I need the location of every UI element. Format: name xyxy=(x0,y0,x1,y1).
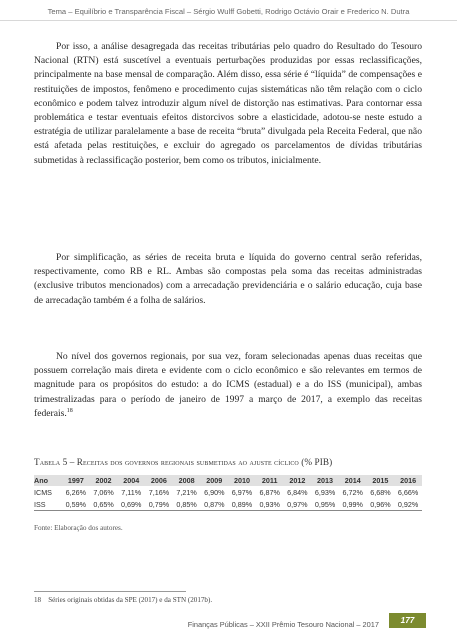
table-row-icms xyxy=(34,486,422,498)
paragraph-3-text: No nível dos governos regionais, por sua vez, foram selecionadas apenas duas receitas que possuem correlação mais direta e evidente com o ciclo econômico e são relevantes em termos de magnitude para os propósitos do estudo: a do ICMS (estadual) e a do ISS (municipal), ambas trimestralizadas para o período de janeiro de 1997 a março de 2017, a exemplo das receitas federais. xyxy=(34,351,422,419)
table-cell: 7,21% xyxy=(176,488,197,497)
table-cell: 0,79% xyxy=(145,498,173,511)
table-header-cell: 2002 xyxy=(95,476,112,485)
footnote-divider xyxy=(34,591,186,592)
table-header-cell: 2013 xyxy=(317,476,334,485)
page-footer: Finanças Públicas – XXII Prêmio Tesouro Nacional – 2017 xyxy=(187,620,379,629)
footnote-number: 18 xyxy=(34,596,42,604)
table-source: Fonte: Elaboração dos autores. xyxy=(34,524,123,532)
table-cell: 7,06% xyxy=(93,488,114,497)
paragraph-2: Por simplificação, as séries de receita bruta e líquida do governo central serão referidas, respectivamente, como RB e RL. Ambas são compostas pela soma das receitas administradas (exclusive tributos mencionados) com a arrecadação previdenciária e o salário educação, cuja base de arrecadação também é a folha de salários. xyxy=(34,252,422,306)
table-cell: 0,85% xyxy=(173,498,201,511)
table-header-cell: Ano xyxy=(34,476,48,485)
table-cell: 0,69% xyxy=(117,498,145,511)
table-cell: ISS xyxy=(34,498,62,511)
table-header-cell: 2014 xyxy=(344,476,361,485)
table-header-cell: 2010 xyxy=(233,476,250,485)
table-cell: 0,93% xyxy=(256,498,284,511)
table-cell: 0,89% xyxy=(228,498,256,511)
table-cell: 0,95% xyxy=(311,498,339,511)
table-cell: 6,93% xyxy=(314,488,336,497)
table-header-cell: 2009 xyxy=(206,476,223,485)
table-cell: 0,99% xyxy=(339,498,367,511)
table-cell: 6,72% xyxy=(342,488,363,497)
table-cell: 0,59% xyxy=(62,498,90,511)
table-cell: 0,96% xyxy=(367,498,395,511)
running-header: Tema – Equilíbrio e Transparência Fiscal – Sérgio Wulff Gobetti, Rodrigo Octávio Orair e Frederico N. Dutra xyxy=(47,7,410,16)
footnote-text: Séries originais obtidas da SPE (2017) e da STN (2017b). xyxy=(48,596,213,604)
table-header-cell: 2016 xyxy=(400,476,417,485)
table-cell: 0,65% xyxy=(90,498,118,511)
table-header-cell: 2015 xyxy=(372,476,389,485)
table-cell: 6,84% xyxy=(287,488,308,497)
page-number-badge: 177 xyxy=(389,613,426,628)
table-header-cell: 2008 xyxy=(178,476,195,485)
footnote-18 xyxy=(34,596,212,604)
table-title: Tabela 5 – Receitas dos governos regionais submetidas ao ajuste cíclico (% PIB) xyxy=(34,457,333,467)
table-cell: 7,11% xyxy=(121,488,142,497)
table-cell: 6,87% xyxy=(259,488,280,497)
table-cell: 0,97% xyxy=(284,498,312,511)
table-header-cell: 1997 xyxy=(67,476,84,485)
table-cell: 6,26% xyxy=(65,488,87,497)
table-header-cell: 2006 xyxy=(150,476,167,485)
table-row-iss xyxy=(34,498,422,511)
table-cell: 6,97% xyxy=(231,488,253,497)
table-cell: 6,90% xyxy=(204,488,225,497)
regional-revenue-table xyxy=(34,475,422,511)
table-cell: 6,68% xyxy=(370,488,391,497)
footnote-ref-18[interactable]: 18 xyxy=(66,407,73,414)
table-header-cell: 2012 xyxy=(289,476,306,485)
table-cell: ICMS xyxy=(34,488,52,497)
header-divider xyxy=(0,20,457,21)
table-header-row xyxy=(34,475,422,486)
table-header-cell: 2011 xyxy=(261,476,278,485)
paragraph-1: Por isso, a análise desagregada das receitas tributárias pelo quadro do Resultado do Tesouro Nacional (RTN) está suscetível a eventuais perturbações produzidas por essas reclassificações, principalmente na base mensal de comparação. Além disso, essa série é “líquida” de compensações e restituições de impostos, fenômeno e procedimento cujas sistemáticas não têm relação com o ciclo econômico e podem talvez introduzir algum nível de distorção nas estimativas. Para contornar essa problemática e testar eventuais efeitos distorcivos sobre a elasticidade, adotou-se neste estudo a estratégia de utilizar paralelamente a base de receita “bruta” divulgada pela Receita Federal, que não está afetada pelas restituições, e excluir do agregado os parcelamentos de dívidas tributárias submetidas à reclassificação posterior, bem como os tributos, inicialmente. xyxy=(34,41,422,166)
table-cell: 7,16% xyxy=(148,488,170,497)
table-cell: 6,66% xyxy=(397,488,419,497)
table-cell: 0,92% xyxy=(394,498,422,511)
paragraph-3 xyxy=(34,350,422,421)
table-header-cell: 2004 xyxy=(123,476,140,485)
table-cell: 0,87% xyxy=(200,498,228,511)
